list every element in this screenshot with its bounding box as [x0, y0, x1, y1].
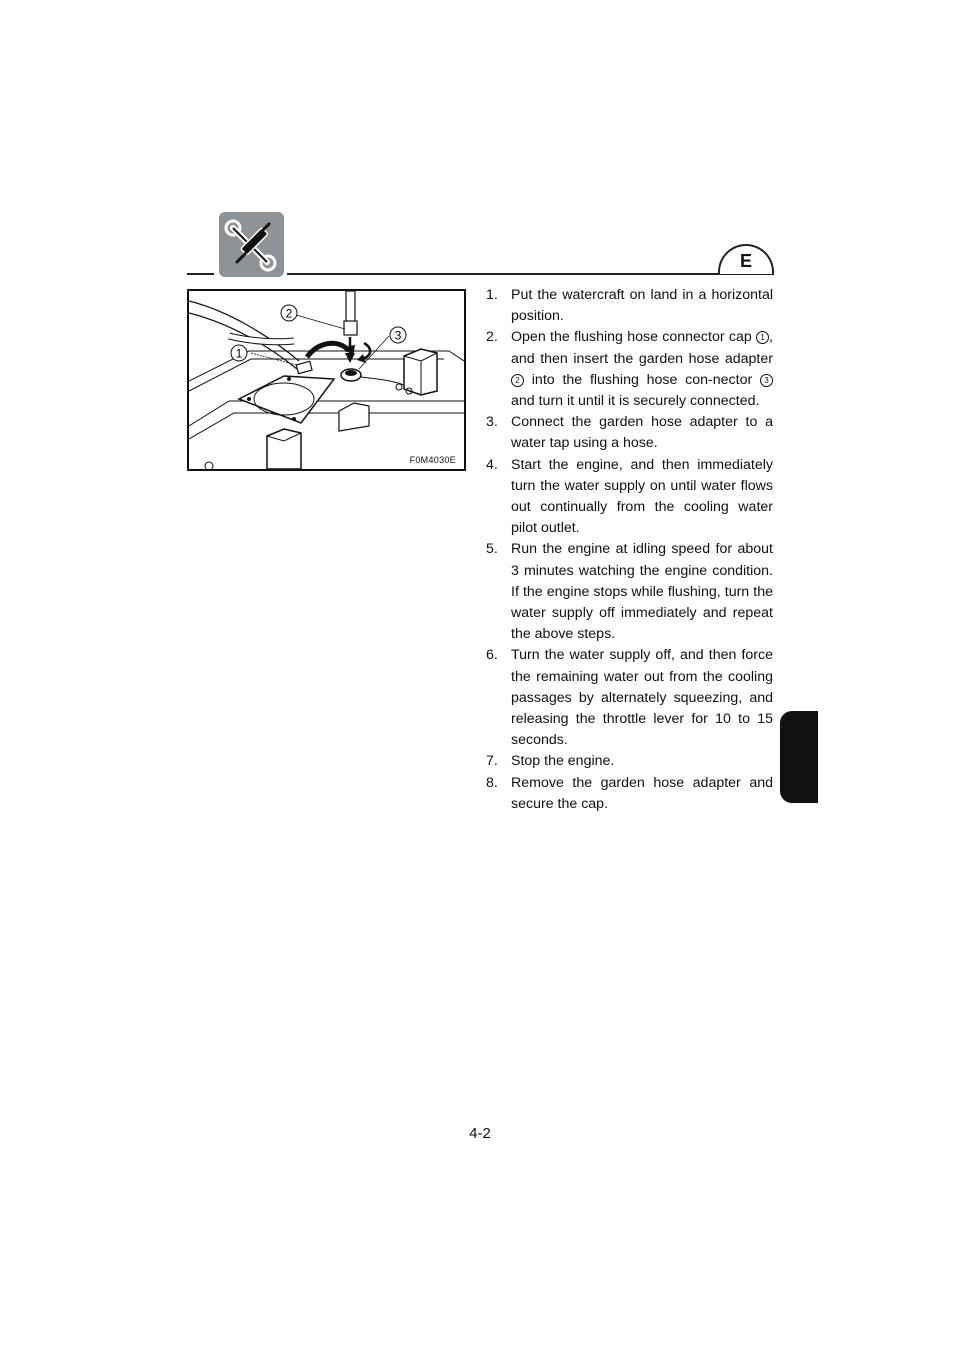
- flushing-figure: [187, 289, 466, 471]
- step-text: Put the watercraft on land in a horizontal position.: [511, 287, 773, 325]
- ref-3: 3: [760, 374, 773, 387]
- step-text: Connect the garden hose adapter to a water tap using a hose.: [511, 414, 773, 452]
- step-text: Stop the engine.: [511, 753, 615, 770]
- step-number: 6.: [486, 647, 498, 664]
- step-text: , and then insert the garden hose adapter: [511, 329, 773, 367]
- tools-icon: [219, 212, 284, 277]
- header-rule-left: [187, 273, 214, 275]
- svg-text:2: 2: [285, 306, 293, 321]
- step-text: Start the engine, and then immediately turn the water supply on until water flows out continually from the cooling water pilot outlet.: [511, 456, 773, 537]
- figure-code: F0M4030E: [409, 455, 456, 465]
- ref-2: 2: [511, 374, 524, 387]
- procedure-steps: [486, 285, 773, 815]
- step-number: 4.: [486, 456, 498, 473]
- step-text: Run the engine at idling speed for about 3 minutes watching the engine condition. If the engine stops while flushing, turn the water supply off immediately and repeat the above steps.: [511, 541, 773, 643]
- step-1: [486, 285, 773, 327]
- step-number: 3.: [486, 414, 498, 431]
- svg-text:1: 1: [235, 346, 243, 361]
- step-4: [486, 455, 773, 540]
- step-2: [486, 327, 773, 412]
- page-number: 4-2: [469, 1125, 491, 1142]
- step-number: 1.: [486, 287, 498, 303]
- step-number: 7.: [486, 753, 498, 770]
- header-rule-right: [287, 273, 774, 275]
- step-number: 8.: [486, 774, 498, 791]
- callout-1: [231, 345, 247, 361]
- step-5: [486, 539, 773, 645]
- step-text: into the flushing hose con-nector: [524, 371, 760, 388]
- callout-2: [281, 305, 297, 321]
- callout-3: [390, 327, 406, 343]
- language-badge: E: [718, 244, 774, 274]
- step-8: [486, 773, 773, 815]
- step-text: Remove the garden hose adapter and secure the cap.: [511, 774, 773, 812]
- step-number: 5.: [486, 541, 498, 558]
- step-text: Open the flushing hose connector cap: [511, 329, 757, 346]
- step-6: [486, 645, 773, 751]
- chapter-side-tab: [780, 711, 818, 803]
- step-text: and turn it until it is securely connected.: [511, 393, 760, 410]
- step-7: [486, 751, 773, 772]
- ref-1: 1: [756, 331, 769, 344]
- step-number: 2.: [486, 329, 498, 346]
- step-text: Turn the water supply off, and then force the remaining water out from the cooling passages by alternately squeezing, and releasing the throttle lever for 10 to 15 seconds.: [511, 647, 773, 749]
- svg-text:3: 3: [394, 328, 402, 343]
- step-3: [486, 412, 773, 454]
